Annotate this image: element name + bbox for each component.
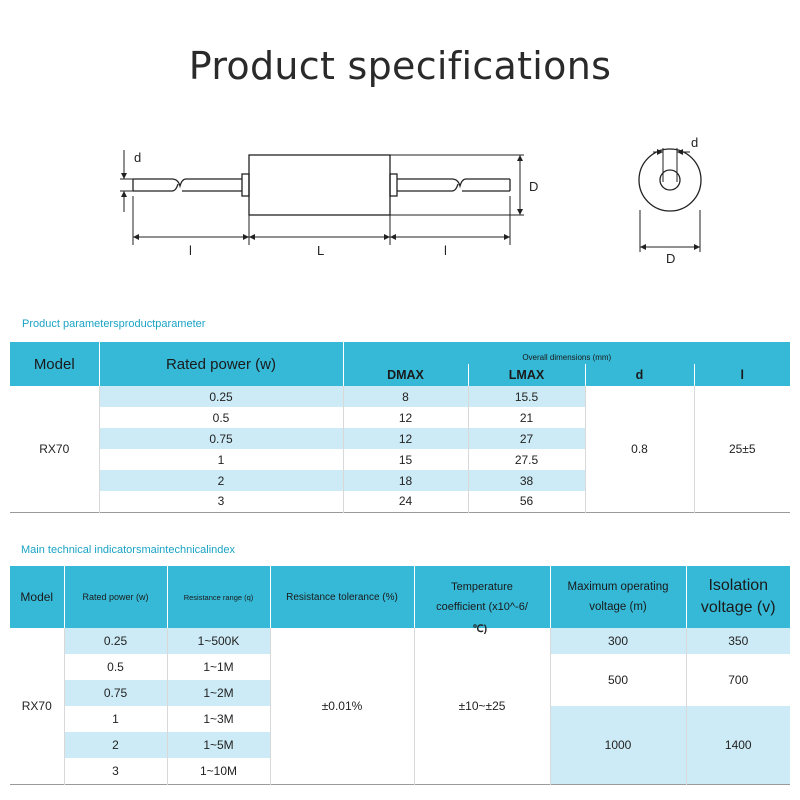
range-cell: 1~1M xyxy=(167,654,270,680)
dmax-cell: 24 xyxy=(343,491,468,512)
header-lmax: LMAX xyxy=(468,364,585,386)
label-L: L xyxy=(317,243,325,258)
power-cell: 1 xyxy=(99,449,343,470)
dmax-cell: 8 xyxy=(343,386,468,407)
header-rated-power: Rated power (w) xyxy=(99,342,343,386)
lmax-cell: 38 xyxy=(468,470,585,491)
power-cell: 0.25 xyxy=(99,386,343,407)
page-title: Product specifications xyxy=(188,44,612,88)
power-cell: 0.5 xyxy=(64,654,167,680)
table-row xyxy=(10,386,790,407)
dmax-cell: 12 xyxy=(343,407,468,428)
power-cell: 0.75 xyxy=(64,680,167,706)
label-l-right: l xyxy=(444,243,447,258)
range-cell: 1~10M xyxy=(167,758,270,784)
end-view xyxy=(639,149,701,211)
max-voltage-cell: 500 xyxy=(550,654,686,706)
range-cell: 1~3M xyxy=(167,706,270,732)
max-voltage-cell: 1000 xyxy=(550,706,686,784)
model-cell: RX70 xyxy=(10,386,99,512)
header-resistance-tolerance: Resistance tolerance (%) xyxy=(270,566,414,628)
temp-header-line1: Temperature xyxy=(451,581,513,593)
temp-header-line3: ℃) xyxy=(472,624,488,635)
dmax-cell: 12 xyxy=(343,428,468,449)
resistor-body xyxy=(249,155,390,215)
header-temperature-coefficient xyxy=(414,566,550,628)
header-model: Model xyxy=(10,342,99,386)
l-value-cell: 25±5 xyxy=(694,386,790,512)
table-row xyxy=(10,628,790,654)
tolerance-cell: ±0.01% xyxy=(270,628,414,784)
temp-header-line2: coefficient (x10^-6/ xyxy=(436,601,528,613)
isolation-cell: 1400 xyxy=(686,706,790,784)
temp-coeff-value: ±10~±25 xyxy=(458,698,506,713)
left-lead-top xyxy=(133,179,242,186)
lmax-cell: 15.5 xyxy=(468,386,585,407)
power-cell: 2 xyxy=(64,732,167,758)
right-lead-top xyxy=(397,179,510,186)
power-cell: 0.25 xyxy=(64,628,167,654)
isolation-cell: 350 xyxy=(686,628,790,654)
label-D-end: D xyxy=(666,251,676,266)
header-model: Model xyxy=(10,566,64,628)
section2-label: Main technical indicatorsmaintechnicalindex xyxy=(21,544,236,556)
left-lead-bottom-a xyxy=(133,184,178,191)
header-l: l xyxy=(694,364,790,386)
arrowheads xyxy=(121,149,700,250)
power-cell: 1 xyxy=(64,706,167,732)
temp-coeff-cell xyxy=(414,624,550,784)
label-d-left: d xyxy=(134,150,142,165)
left-end-cap xyxy=(242,174,249,196)
right-lead-bottom-a xyxy=(397,184,458,191)
isolation-cell: 700 xyxy=(686,654,790,706)
header-max-voltage: Maximum operating voltage (m) xyxy=(550,566,686,628)
header-resistance-range: Resistance range (q) xyxy=(167,566,270,628)
power-cell: 3 xyxy=(64,758,167,784)
d-value-cell: 0.8 xyxy=(585,386,694,512)
label-D-right: D xyxy=(529,179,539,194)
range-cell: 1~500K xyxy=(167,628,270,654)
power-cell: 3 xyxy=(99,491,343,512)
end-view-body-circle xyxy=(639,149,701,211)
right-end-cap xyxy=(390,174,397,196)
range-cell: 1~5M xyxy=(167,732,270,758)
label-d-end: d xyxy=(691,135,699,150)
technical-indicators-table xyxy=(10,566,790,785)
lmax-cell: 27.5 xyxy=(468,449,585,470)
header-overall-dimensions: Overall dimensions (mm) xyxy=(343,342,790,364)
power-cell: 0.5 xyxy=(99,407,343,428)
lmax-cell: 21 xyxy=(468,407,585,428)
product-parameters-table xyxy=(10,342,790,513)
header-isolation-voltage: Isolation voltage (v) xyxy=(686,566,790,628)
header-rated-power: Rated power (w) xyxy=(64,566,167,628)
range-cell: 1~2M xyxy=(167,680,270,706)
dimension-lines xyxy=(120,148,700,252)
label-l-left: l xyxy=(189,243,192,258)
header-d: d xyxy=(585,364,694,386)
section1-label: Product parametersproductparameter xyxy=(22,318,206,330)
model-cell: RX70 xyxy=(10,628,64,784)
power-cell: 2 xyxy=(99,470,343,491)
dimension-diagram xyxy=(0,130,800,280)
lmax-cell: 56 xyxy=(468,491,585,512)
dmax-cell: 15 xyxy=(343,449,468,470)
max-voltage-cell: 300 xyxy=(550,628,686,654)
dmax-cell: 18 xyxy=(343,470,468,491)
power-cell: 0.75 xyxy=(99,428,343,449)
header-dmax: DMAX xyxy=(343,364,468,386)
lmax-cell: 27 xyxy=(468,428,585,449)
